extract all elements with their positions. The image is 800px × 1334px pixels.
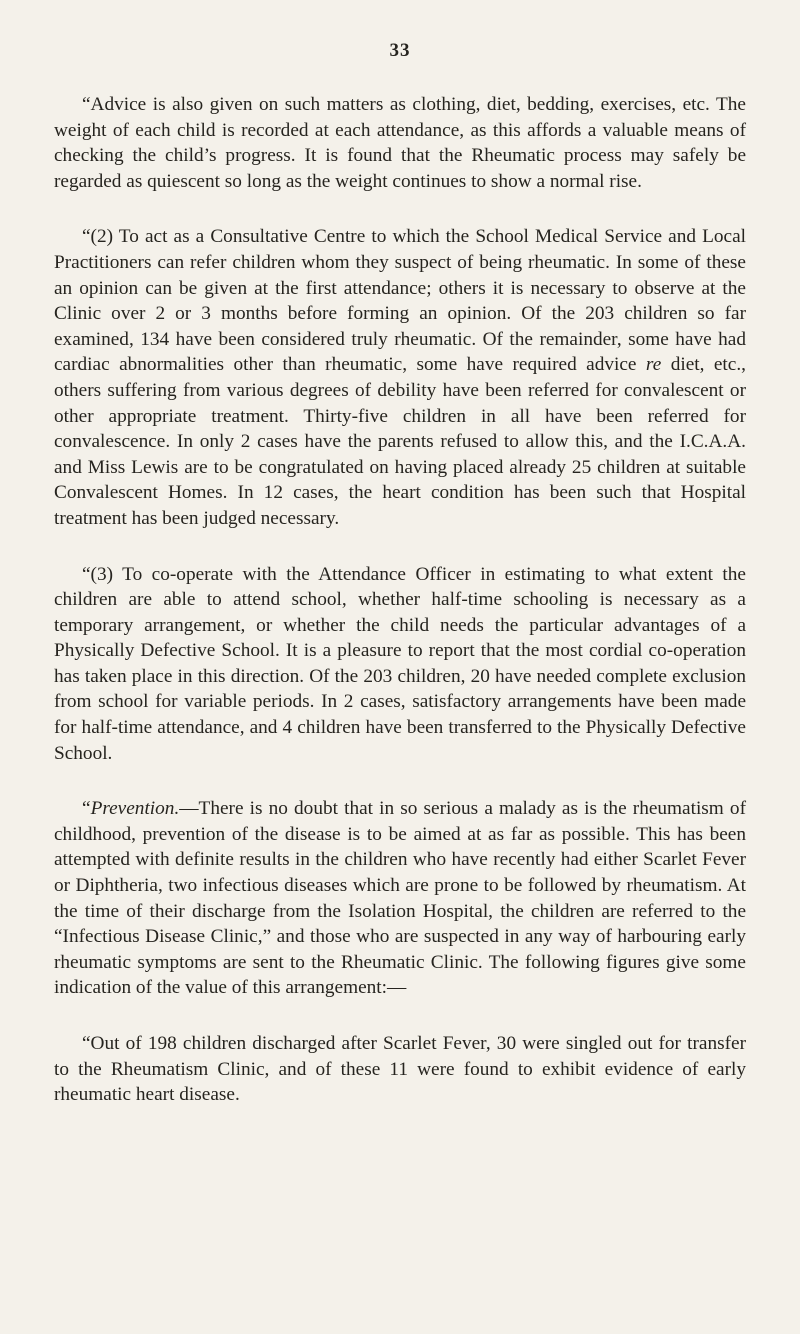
paragraph-prevention-text: —There is no doubt that in so serious a malady as is the rheumatism of childhood, prevention of the disease is to be aimed at as far as possible. This has been attempted with definite results in the children who have recently had either Scarlet Fever or Diphtheria, two infectious diseases which are prone to be followed by rheumatism. At the time of their discharge from the Isolation Hospital, the children are referred to the “Infectious Disease Clinic,” and those who are suspected in any way of harbouring early rheumatic symptoms are sent to the Rheumatic Clinic. The following figures give some indication of the value of this arrangement:— xyxy=(54,798,746,999)
page-number: 33 xyxy=(389,40,411,61)
prevention-heading: Prevention. xyxy=(90,798,180,820)
paragraph-consultative-centre xyxy=(54,224,746,531)
prevention-open-quote: “ xyxy=(82,798,91,820)
italic-re: re xyxy=(645,354,662,376)
paragraph-consultative-centre-rest: diet, etc., others suffering from various degrees of debility have been referred for convalescent or other appropriate treatment. Thirty-five children in all have been referred for convalescence. In only 2 cases have the parents refused to allow this, and the I.C.A.A. and Miss Lewis are to be congratulated on having placed already 25 children at suitable Convalescent Homes. In 12 cases, the heart condition has been such that Hospital treatment has been judged necessary. xyxy=(54,354,746,529)
paragraph-attendance-officer: “(3) To co-operate with the Attendance Officer in estimating to what extent the children are able to attend school, whether half-time schooling is necessary as a temporary arrangement, or whether the child needs the particular advantages of a Physically Defective School. It is a pleasure to report that the most cordial co-operation has taken place in this direction. Of the 203 children, 20 have needed complete exclusion from school for variable periods. In 2 cases, satisfactory arrangements have been made for half-time attendance, and 4 children have been transferred to the Physically Defective School. xyxy=(54,563,746,764)
paragraph-advice: “Advice is also given on such matters as clothing, diet, bedding, exercises, etc. The weight of each child is recorded at each attendance, as this affords a valuable means of checking the child’s progress. It is found that the Rheumatic process may safely be regarded as quiescent so long as the weight continues to show a normal rise. xyxy=(54,94,746,192)
paragraph-scarlet-fever-figures: “Out of 198 children discharged after Scarlet Fever, 30 were singled out for transfer to the Rheumatism Clinic, and of these 11 were found to exhibit evidence of early rheumatic heart disease. xyxy=(54,1033,746,1106)
paragraph-consultative-centre-text: “(2) To act as a Consultative Centre to which the School Medical Service and Local Practitioners can refer children whom they suspect of being rheumatic. In some of these an opinion can be given at the first attendance; others it is necessary to observe at the Clinic over 2 or 3 months before forming an opinion. Of the 203 children so far examined, 134 have been considered truly rheumatic. Of the remainder, some have had cardiac abnormalities other than rheumatic, some have required advice xyxy=(54,226,746,376)
paragraph-prevention xyxy=(54,796,746,1001)
